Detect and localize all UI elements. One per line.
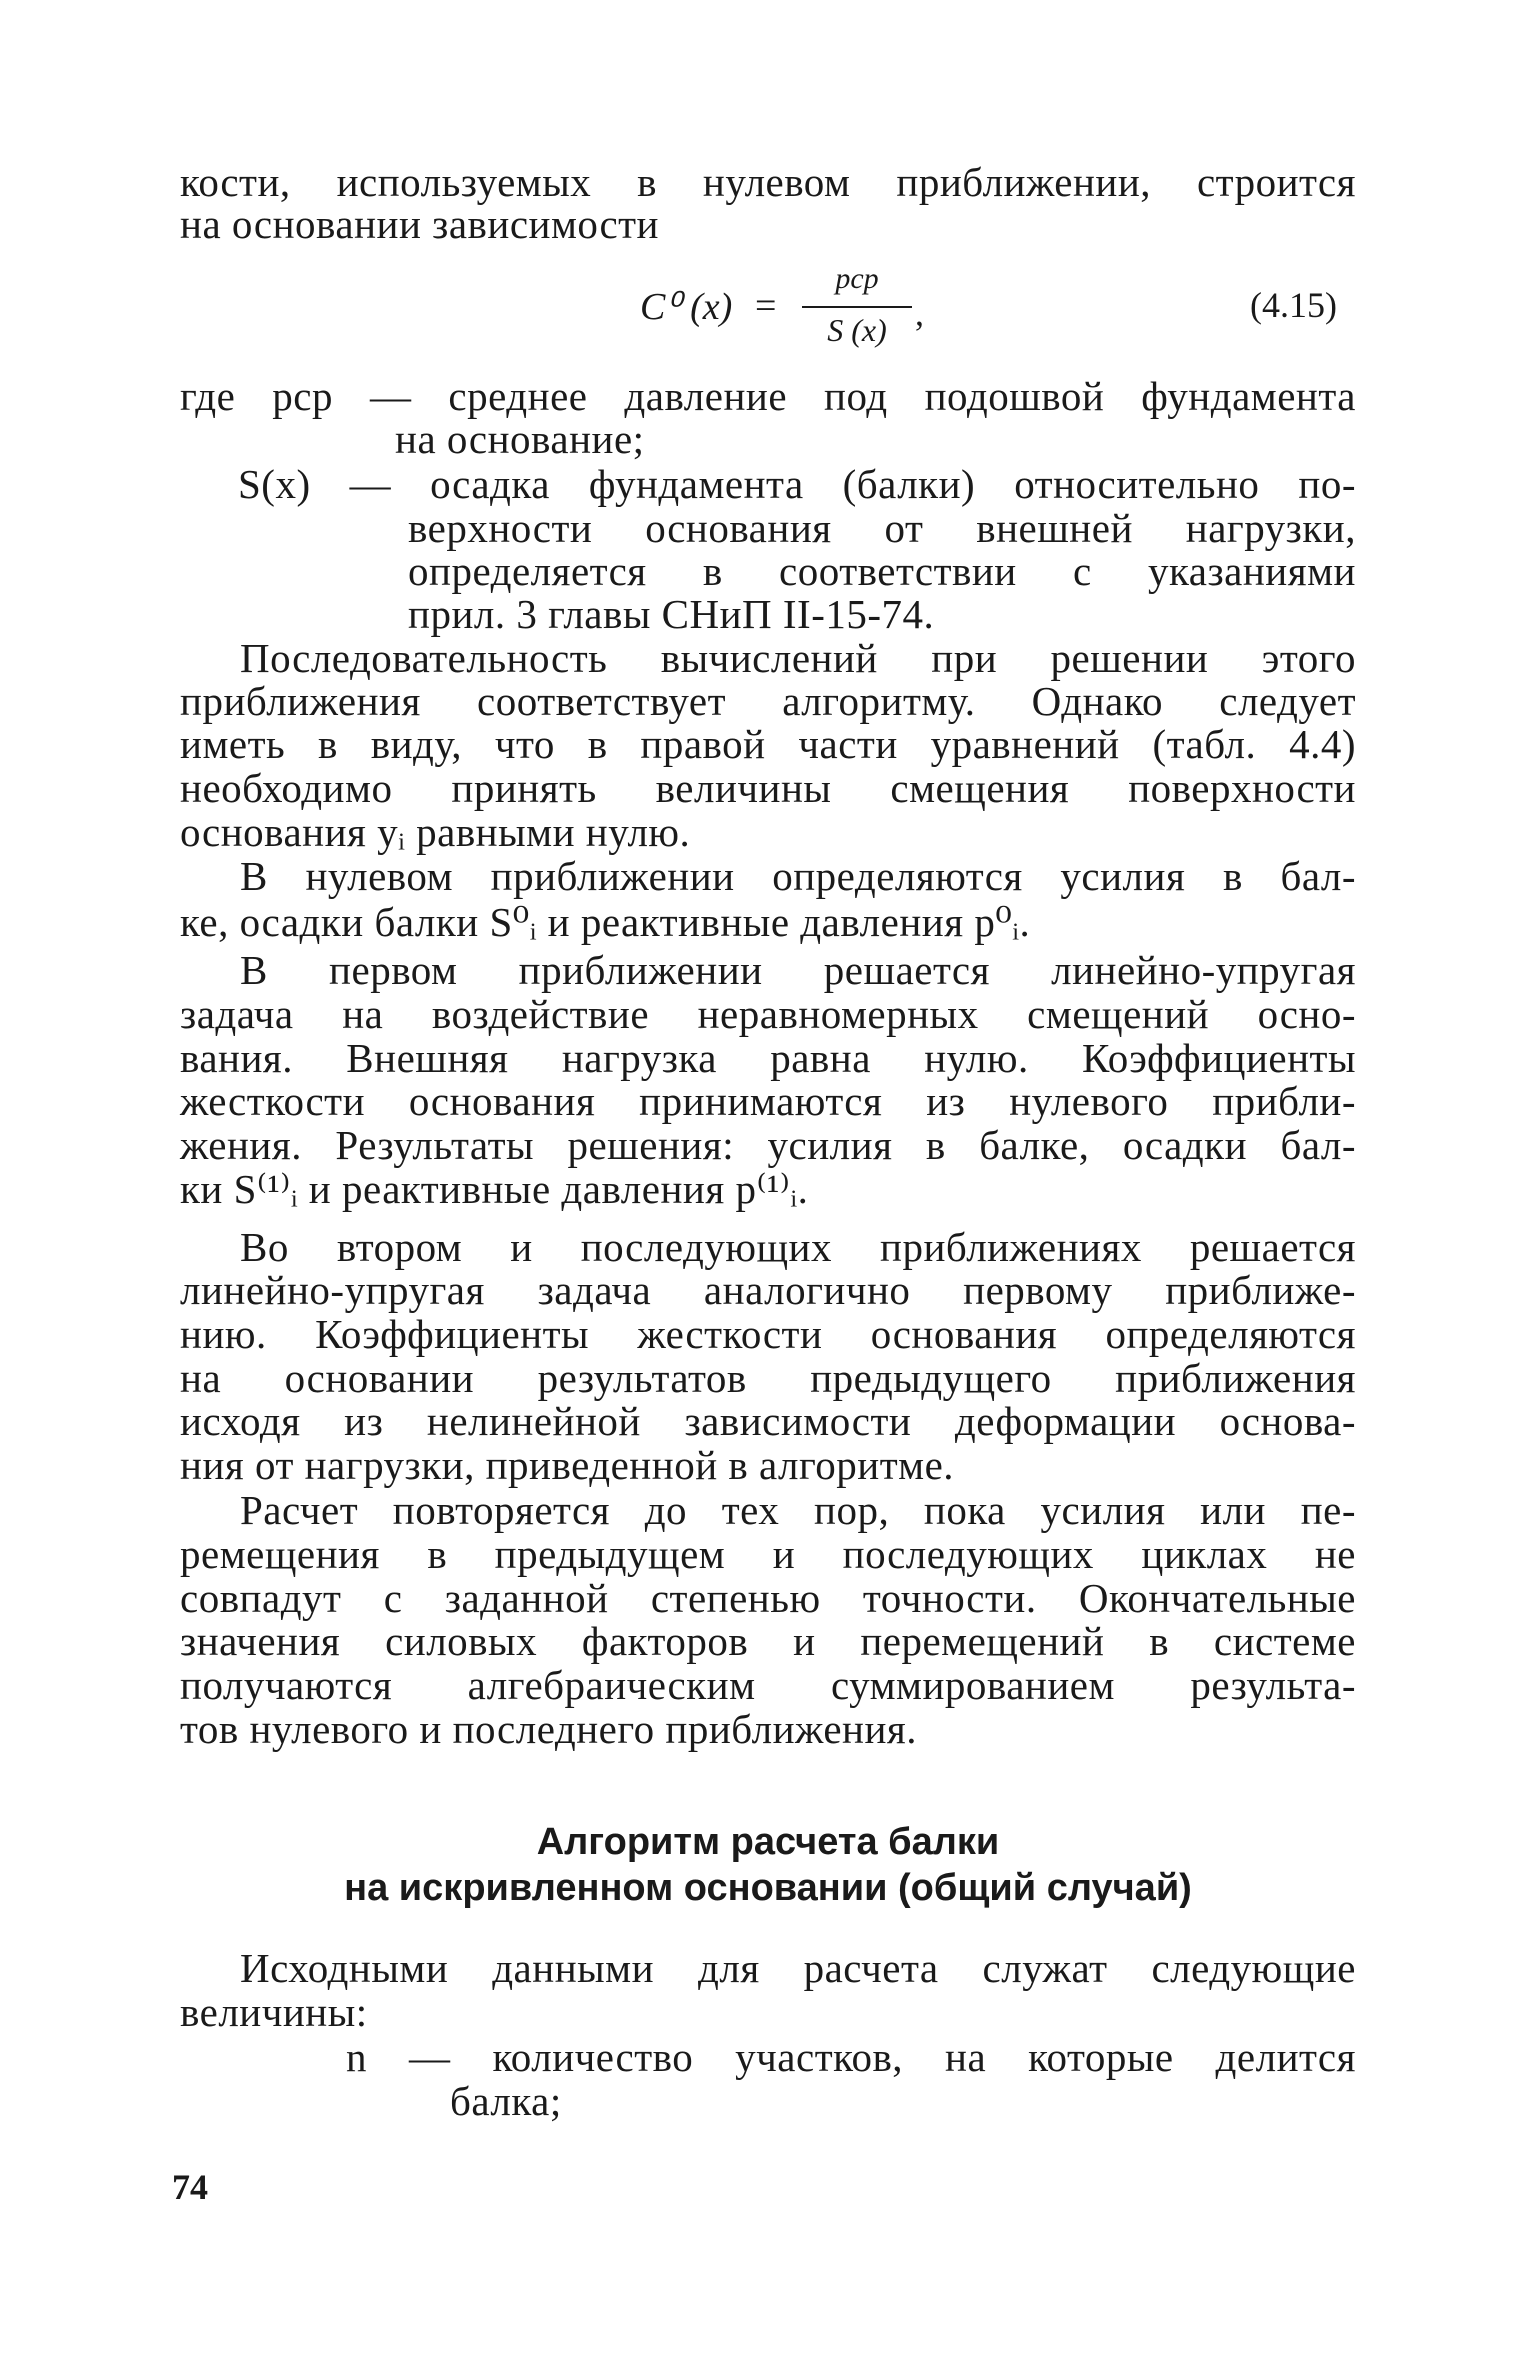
text-line: необходимо принять величины смещения поверхности [180,765,1356,811]
text-line: кости, используемых в нулевом приближении, строится [180,159,1356,205]
text-line: верхности основания от внешней нагрузки, [408,505,1356,551]
fraction-bar [802,306,912,308]
equation-number: (4.15) [1250,285,1337,325]
text-line: нию. Коэффициенты жесткости основания определяются [180,1311,1356,1357]
text-line: вания. Внешняя нагрузка равна нулю. Коэффициенты [180,1035,1356,1081]
text-line: величины: [180,1989,368,2035]
text-line: В первом приближении решается линейно-упругая [240,947,1356,993]
text-line: ния от нагрузки, приведенной в алгоритме. [180,1442,955,1488]
text-line: прил. 3 главы СНиП II-15-74. [408,591,935,637]
text-line: линейно-упругая задача аналогично первому приближе- [180,1267,1356,1313]
text-line: значения силовых факторов и перемещений в системе [180,1618,1356,1664]
text-line: S(x) — осадка фундамента (балки) относительно по- [238,461,1356,507]
formula-numerator: pср [835,262,879,295]
formula-denominator: S (x) [827,312,887,348]
text-line: Во втором и последующих приближениях решается [240,1224,1356,1270]
section-heading: на искривленном основании (общий случай) [344,1867,1192,1909]
text-line: на основании зависимости [180,201,659,247]
text-line: где pср — среднее давление под подошвой фундамента [180,373,1356,419]
formula-equals: = [755,285,777,327]
formula-4-15 [640,262,940,362]
text-line: совпадут с заданной степенью точности. Окончательные [180,1575,1356,1621]
text-line: ки S⁽¹⁾ᵢ и реактивные давления p⁽¹⁾ᵢ. [180,1166,809,1212]
text-line: ке, осадки балки S⁰ᵢ и реактивные давления p⁰ᵢ. [180,899,1031,945]
text-line: основания yᵢ равными нулю. [180,809,691,855]
text-line: получаются алгебраическим суммированием результа- [180,1662,1356,1708]
text-line: на основании результатов предыдущего приближения [180,1355,1356,1401]
text-line: жения. Результаты решения: усилия в балке, осадки бал- [180,1122,1356,1168]
text-line: Последовательность вычислений при решении этого [240,635,1356,681]
text-line: балка; [450,2078,562,2124]
section-heading: Алгоритм расчета балки [536,1821,1000,1863]
page-number: 74 [172,2167,208,2207]
text-line: n — количество участков, на которые делится [346,2034,1356,2080]
text-line: В нулевом приближении определяются усилия в бал- [240,853,1356,899]
formula-lhs: C⁰ (x) [640,286,733,328]
text-line: Расчет повторяется до тех пор, пока усилия или пе- [240,1487,1356,1533]
text-line: иметь в виду, что в правой части уравнений (табл. 4.4) [180,721,1356,767]
text-line: ремещения в предыдущем и последующих циклах не [180,1531,1356,1577]
text-line: Исходными данными для расчета служат следующие [240,1945,1356,1991]
text-line: исходя из нелинейной зависимости деформации основа- [180,1398,1356,1444]
text-line: задача на воздействие неравномерных смещений осно- [180,991,1356,1037]
text-line: тов нулевого и последнего приближения. [180,1706,918,1752]
text-line: жесткости основания принимаются из нулевого прибли- [180,1078,1356,1124]
formula-comma: , [915,293,924,333]
text-line: определяется в соответствии с указаниями [408,548,1356,594]
text-line: на основание; [395,416,645,462]
text-line: приближения соответствует алгоритму. Однако следует [180,678,1356,724]
